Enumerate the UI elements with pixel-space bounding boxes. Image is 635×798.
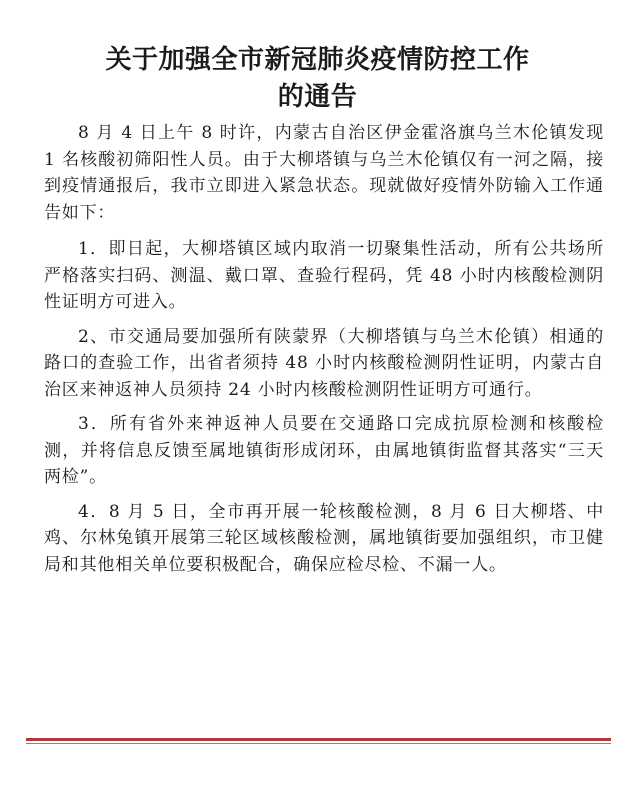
- intro-paragraph: 8 月 4 日上午 8 时许，内蒙古自治区伊金霍洛旗乌兰木伦镇发现 1 名核酸初筛阳性人员。由于大柳塔镇与乌兰木伦镇仅有一河之隔，接到疫情通报后，我市立即进入紧急状态。现就做好疫情外防输入工作通告如下：: [44, 123, 604, 223]
- notice-body: [44, 120, 604, 586]
- red-divider-thick: [26, 738, 611, 741]
- item-3-paragraph: 3．所有省外来神返神人员要在交通路口完成抗原检测和核酸检测，并将信息反馈至属地镇街形成闭环，由属地镇街监督其落实“三天两检”。: [44, 414, 604, 487]
- notice-title-line-1: 关于加强全市新冠肺炎疫情防控工作: [105, 45, 530, 75]
- item-4-paragraph: 4．8 月 5 日，全市再开展一轮核酸检测，8 月 6 日大柳塔、中鸡、尔林兔镇开展第三轮区域核酸检测，属地镇街要加强组织，市卫健局和其他相关单位要积极配合，确保应检尽检、不漏一人。: [44, 501, 604, 575]
- item-1-paragraph: 1．即日起，大柳塔镇区域内取消一切聚集性活动，所有公共场所严格落实扫码、测温、戴口罩、查验行程码，凭 48 小时内核酸检测阴性证明方可进入。: [44, 239, 604, 312]
- red-divider-thin: [26, 743, 611, 744]
- notice-title-line-2: 的通告: [277, 82, 358, 112]
- item-2-paragraph: 2、市交通局要加强所有陕蒙界（大柳塔镇与乌兰木伦镇）相通的路口的查验工作，出省者须持 48 小时内核酸检测阴性证明，内蒙古自治区来神返神人员须持 24 小时内核酸检测阴性证明方可通行。: [44, 326, 604, 400]
